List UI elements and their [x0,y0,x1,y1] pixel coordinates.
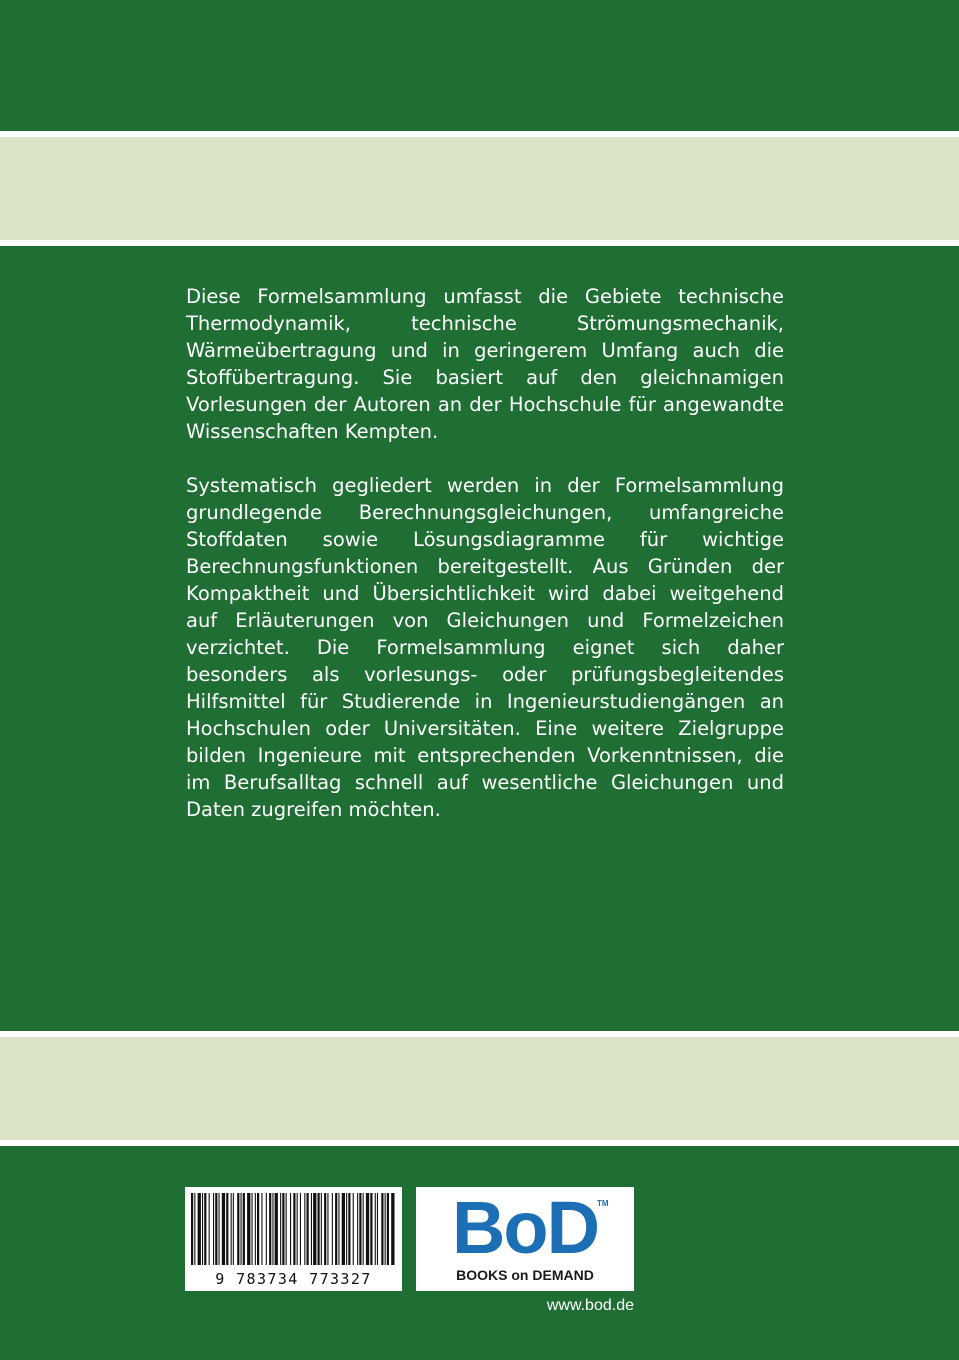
barcode-bar [269,1193,271,1265]
publisher-subtitle: BOOKS on DEMAND [456,1267,594,1283]
barcode-bar [300,1193,301,1265]
barcode-bar [226,1193,228,1265]
barcode-bar [342,1193,345,1265]
barcode-bar [321,1193,322,1265]
barcode-bar [348,1193,350,1265]
barcode-bar [377,1193,378,1265]
barcode-bar [241,1193,242,1265]
barcode-bar [280,1193,281,1265]
bottom-band-line-lower [0,1140,959,1146]
barcode-bar [272,1193,273,1265]
back-cover-blurb [186,283,784,823]
blurb-paragraph-1: Diese Formelsammlung umfasst die Gebiete technische Thermodynamik, technische Strömungsmechanik, Wärmeübertragung und in geringerem Umfang auch die Stoffübertragung. Sie basiert auf den gleichnamigen Vorlesungen der Autoren an der Hochschule für angewandte Wissenschaften Kempten. [186,285,784,443]
barcode-bar [387,1193,389,1265]
barcode-bar [237,1193,239,1265]
barcode-bars [189,1193,398,1265]
barcode-bar [261,1193,262,1265]
barcode-bar [381,1193,383,1265]
barcode-bar [366,1193,369,1265]
barcode-bar [213,1193,214,1265]
bod-logo-text: BoD [451,1186,599,1269]
barcode-bar [219,1193,220,1265]
barcode-bar [231,1193,232,1265]
barcode-bar [357,1193,358,1265]
barcode-bar [375,1193,376,1265]
barcode-bar [370,1193,372,1265]
bottom-band [0,1037,959,1140]
barcode-bar [307,1193,309,1265]
barcode-bar [311,1193,312,1265]
publisher-logo [416,1187,634,1291]
trademark-symbol: TM [597,1199,609,1208]
barcode-bar [204,1193,206,1265]
top-band-line-lower [0,240,959,246]
barcode-bar [391,1193,394,1265]
barcode-bar [297,1193,298,1265]
barcode-bar [233,1193,234,1265]
barcode-bar [332,1193,333,1265]
barcode-bar [282,1193,284,1265]
barcode-bar [363,1193,364,1265]
barcode-bar [327,1193,328,1265]
barcode-bar [338,1193,339,1265]
barcode-bar [318,1193,320,1265]
barcode-bar [286,1193,287,1265]
barcode-bar [243,1193,245,1265]
barcode-bar [359,1193,361,1265]
barcode-digits: 9 783734 773327 [215,1270,372,1288]
barcode-bar [252,1193,253,1265]
barcode-bar [290,1193,291,1265]
top-band [0,137,959,240]
barcode-bar [255,1193,256,1265]
barcode-bar [247,1193,250,1265]
barcode-bar [209,1193,210,1265]
barcode-bar [266,1193,267,1265]
barcode-bar [304,1193,305,1265]
barcode-bar [275,1193,278,1265]
barcode-bar [194,1193,195,1265]
barcode-bar [191,1193,193,1265]
barcode-bar [335,1193,337,1265]
barcode-bar [202,1193,203,1265]
barcode-bar [385,1193,386,1265]
barcode-bar [215,1193,217,1265]
barcode-bar [257,1193,259,1265]
publisher-website: www.bod.de [546,1297,634,1314]
barcode-bar [293,1193,295,1265]
barcode-bar [222,1193,225,1265]
barcode-bar [346,1193,347,1265]
blurb-paragraph-2: Systematisch gegliedert werden in der Formelsammlung grundlegende Berechnungsgleichungen, umfangreiche Stoffdaten sowie Lösungsdiagramme für wichtige Berechnungsfunktionen bereitgestellt. Aus Gründen der Kompaktheit und Übersichtlichkeit wird dabei weitgehend auf Erläuterungen von Gleichungen und Formelzeichen verzichtet. Die Formelsammlung eignet sich daher besonders als vorlesungs- oder prüfungsbegleitendes Hilfsmittel für Studierende in Ingenieurstudiengängen an Hochschulen oder Universitäten. Eine weitere Zielgruppe bilden Ingenieure mit entsprechenden Vorkenntnissen, die im Berufsalltag schnell auf wesentliche Gleichungen und Daten zugreifen möchten. [186,474,784,821]
barcode-bar [353,1193,354,1265]
barcode-bar [313,1193,316,1265]
barcode-bar [324,1193,326,1265]
barcode-bar [198,1193,201,1265]
isbn-barcode [185,1187,402,1291]
